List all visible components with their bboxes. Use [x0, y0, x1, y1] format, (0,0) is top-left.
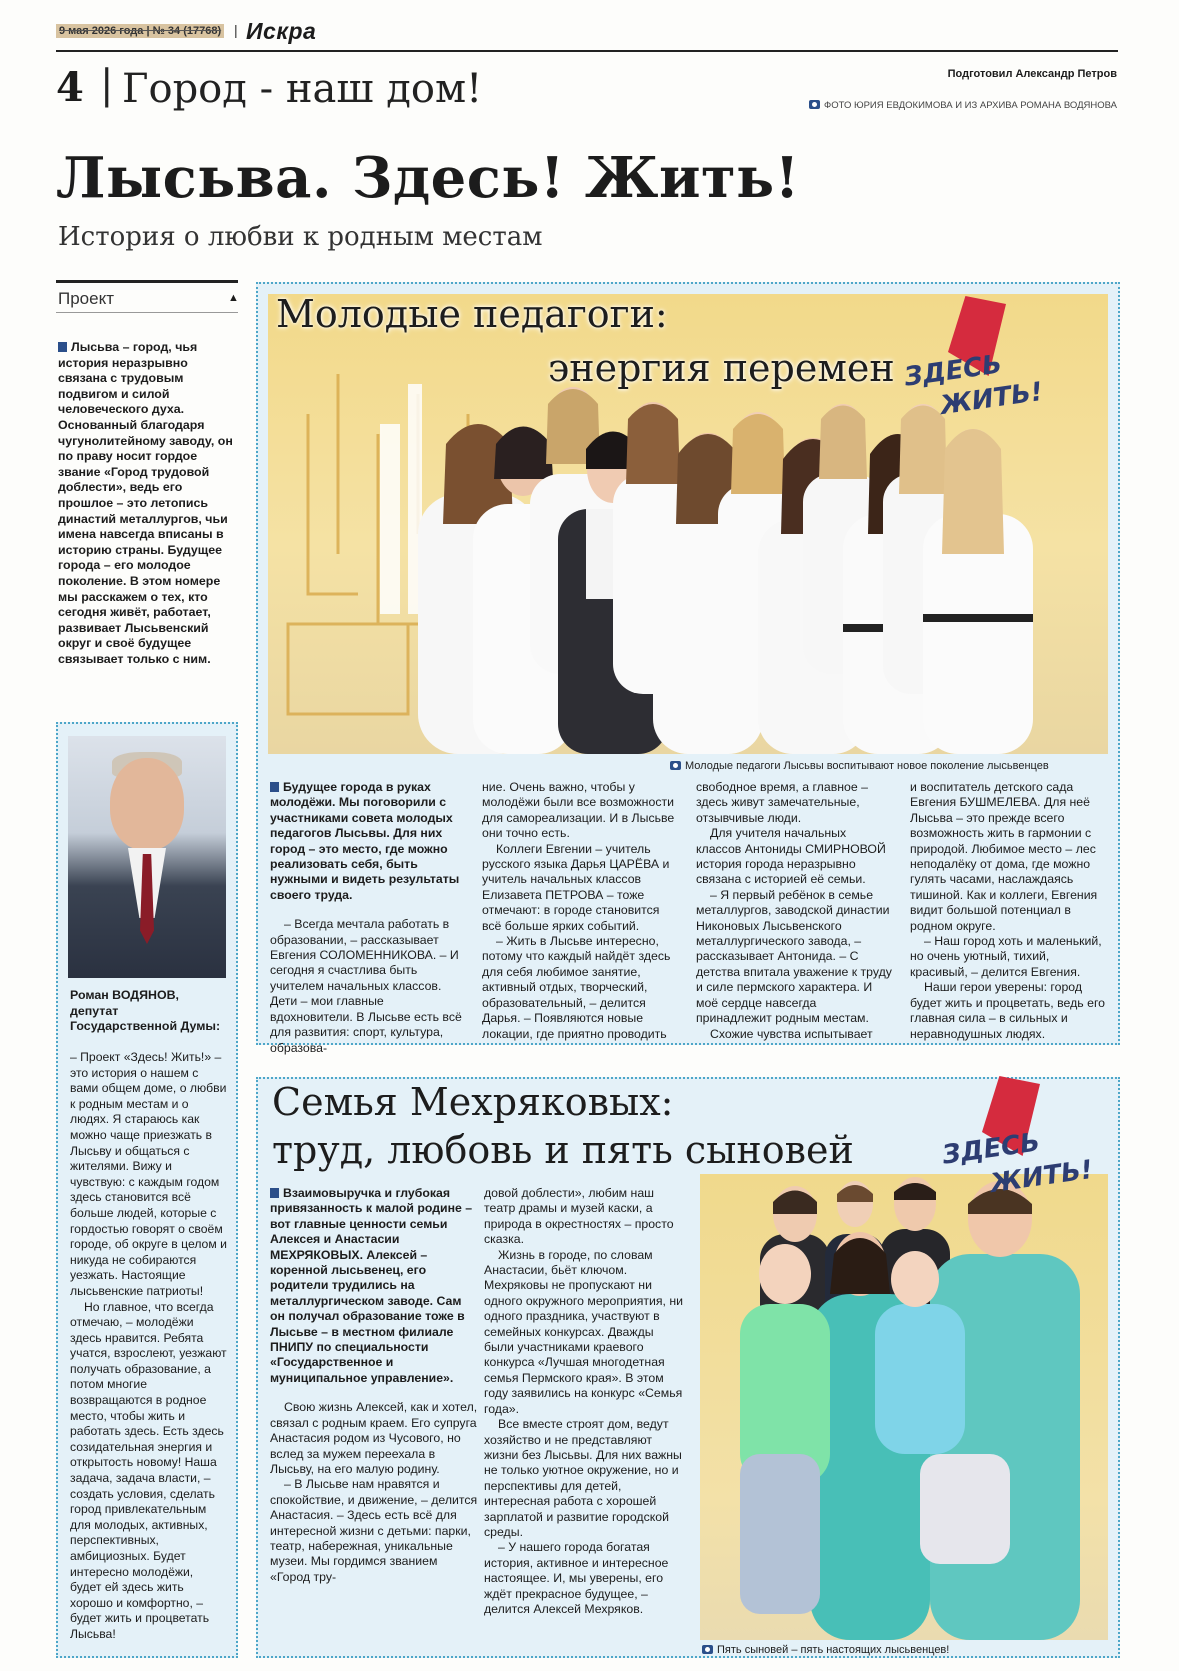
- paper-logo: Искра: [246, 18, 317, 44]
- family-col2-text3: Все вместе строят дом, ведут хозяйство и не представляют жизни без Лысьвы. Для них важны не только уютное окружение, но и перспективы для детей, интересная работа с хорошей зарплатой и развитие городской среды.: [484, 1417, 682, 1539]
- author-credit: Подготовил Александр Петров: [947, 68, 1117, 80]
- teachers-column-4: [910, 780, 1106, 1042]
- camera-icon: [809, 100, 820, 109]
- top-rule: [56, 50, 1118, 52]
- family-col1-text2: – В Лысьве нам нравятся и спокойствие, и движение, – делится Анастасия. – Здесь есть всё для интересной жизни с детьми: парки, театр, набережная, уникальные музеи. Мы гордимся званием «Город тру-: [270, 1477, 478, 1584]
- teachers-col3-text2: Для учителя начальных классов Антониды СМИРНОВОЙ история города неразрывно связана с историей её семьи.: [696, 826, 886, 887]
- project-divider: [56, 312, 238, 313]
- teachers-col4-text1: и воспитатель детского сада Евгения БУШМЕЛЕВА. Для неё Лысьва – это прежде всего возможность жить в гармонии с природой. Любимое место – лес неподалёку от дома, где можно гулять часами, наслаждаясь тишиной. Как и коллеги, Евгения видит большой потенциал в родном округе.: [910, 780, 1098, 933]
- logo-line2: ЖИТЬ!: [938, 376, 1045, 422]
- camera-icon: [702, 1645, 713, 1654]
- section-title: Город - наш дом!: [122, 66, 483, 112]
- page-headline: Лысьва. Здесь! Жить!: [56, 145, 800, 211]
- teachers-col3-text3: – Я первый ребёнок в семье металлургов, заводской династии Никоновых Лысьвенского металлургического завода, – рассказывает Антонида. – С детства впитала уважение к труду и силе пермского характера. И моё сердце навсегда принадлежит родным местам.: [696, 887, 892, 1026]
- family-photo: [700, 1174, 1108, 1640]
- deputy-quote: [70, 1050, 228, 1643]
- teachers-column-1: [270, 780, 468, 1056]
- page-number-separator: |: [100, 62, 114, 108]
- family-title-line2: труд, любовь и пять сыновей: [272, 1128, 854, 1172]
- family-title-line1: Семья Мехряковых:: [272, 1080, 674, 1124]
- teachers-col2-text3: – Жить в Лысьве интересно, потому что каждый найдёт здесь для себя любимое занятие, активный отдых, творческий, образовательный, – делится Дарья. – Появляются новые локации, где приятно проводить: [482, 934, 671, 1041]
- teachers-title-line1: Молодые педагоги:: [276, 292, 668, 336]
- bullet-icon: [58, 342, 67, 352]
- teachers-caption-text: Молодые педагоги Лысьвы воспитывают новое поколение лысьвенцев: [685, 760, 1049, 772]
- page-subheadline: История о любви к родным местам: [58, 222, 543, 252]
- teachers-col1-text: – Всегда мечтала работать в образовании, – рассказывает Евгения СОЛОМЕННИКОВА. – И сегодня я счастлива быть учителем начальных классов. Дети – мои главные вдохновители. В Лысьве есть всё для развития: спорт, культура, образова-: [270, 917, 462, 1055]
- logo-line1: ЗДЕСЬ: [902, 349, 1004, 393]
- project-label: Проект: [58, 289, 114, 308]
- project-rule: [56, 280, 238, 283]
- photo-credit: [809, 100, 1117, 111]
- masthead: [56, 18, 1116, 48]
- teachers-col4-text3: Наши герои уверены: город будет жить и процветать, ведь его главная сила – в сильных и неравнодушных людях.: [910, 980, 1105, 1041]
- bullet-icon: [270, 782, 279, 792]
- masthead-separator: |: [234, 22, 238, 38]
- teachers-lead: [270, 780, 468, 903]
- teachers-column-3: [696, 780, 894, 1042]
- zdes-zhit-logo: [902, 296, 1045, 426]
- deputy-quote-p1: – Проект «Здесь! Жить!» – это история о нашем с вами общем доме, о любви к родным местам и о людях. Я стараюсь как можно чаще приезжать в Лысьву и общаться с жителями. Вижу и чувствую: с каждым годом здесь становится всё больше людей, которые с гордостью говорят о своём городе, об округе в целом и никуда не собираются уезжать. Настоящие лысьвенские патриоты!: [70, 1050, 227, 1298]
- family-caption-text: Пять сыновей – пять настоящих лысьвенцев!: [717, 1644, 950, 1656]
- bullet-icon: [270, 1188, 279, 1198]
- teachers-col2-text1: ние. Очень важно, чтобы у молодёжи были все возможности для самореализации. И в Лысьве они точно есть.: [482, 780, 675, 841]
- issue-date: 9 мая 2026 года | № 34 (17768): [56, 24, 224, 38]
- family-col2-text2: Жизнь в городе, по словам Анастасии, бьёт ключом. Мехряковы не пропускают ни одного окружного мероприятия, ни одного праздника, участвуют в семейных конкурсах. Дважды были участниками краевого конкурса «Лучшая многодетная семья Пермского края». В этом году заявились на конкурс «Семья года».: [484, 1247, 684, 1416]
- project-intro: [58, 340, 238, 667]
- family-column-2: [484, 1186, 684, 1617]
- family-col1-text1: Свою жизнь Алексей, как и хотел, связал с родным краем. Его супруга Анастасия родом из Чусового, но вслед за мужем переехала в Лысьву, на его малую родину.: [270, 1400, 478, 1476]
- teachers-column-2: [482, 780, 680, 1042]
- teachers-col2-text2: Коллеги Евгении – учитель русского языка Дарья ЦАРЁВА и учитель начальных классов Елизавета ПЕТРОВА – тоже отмечают: в городе становится всё больше ярких событий.: [482, 841, 670, 933]
- family-lead: [270, 1186, 478, 1386]
- project-intro-text: Лысьва – город, чья история неразрывно связана с трудовым подвигом и силой человеческого духа. Основанный благодаря чугунолитейному заводу, он по праву носит гордое звание «Город трудовой доблести», ведь его прошлое – это летопись династий металлургов, чьи имена навсегда вписаны в историю страны. Будущее города – его молодое поколение. В этом номере мы расскажем о тех, кто сегодня живёт, работает, развивает Лысьвенский округ и своё будущее связывает только с ним.: [58, 340, 233, 666]
- teachers-col4-text2: – Наш город хоть и маленький, но очень уютный, тихий, красивый, – делится Евгения.: [910, 934, 1102, 979]
- teachers-col3-text1: свободное время, а главное – здесь живут замечательные, отзывчивые люди.: [696, 780, 868, 825]
- triangle-up-icon: ▲: [228, 292, 239, 304]
- teachers-lead-text: Будущее города в руках молодёжи. Мы поговорили с участниками совета молодых педагогов Лысьвы. Для них город – это место, где можно реализовать себя, быть нужными и видеть результаты своего труда.: [270, 780, 460, 902]
- camera-icon: [670, 761, 681, 770]
- deputy-quote-p2: Но главное, что всегда отмечаю, – молодёжи здесь нравится. Ребята учатся, взрослеют, уезжают получать образование, а потом многие возвращаются в родное место, чтобы жить и работать здесь. Есть здесь созидательная энергия и открытость новому! Наша задача, задача власти, – создать условия, сделать город привлекательным для молодых, активных, перспективных, амбициозных. Будет интересно молодёжи, будет ей здесь жить хорошо и комфортно, – будет жить и процветать Лысьва!: [70, 1299, 227, 1641]
- family-lead-text: Взаимовыручка и глубокая привязанность к малой родине – вот главные ценности семьи Алексея и Анастасии МЕХРЯКОВЫХ. Алексей – коренной лысьвенец, его родители трудились на металлургическом заводе. Сам он получал образование тоже в Лысьве – в местном филиале ПНИПУ по специальности «Государственное и муниципальное управление».: [270, 1186, 473, 1385]
- family-col2-text1: довой доблести», любим наш театр драмы и музей каски, а природа в окрестностях – просто сказка.: [484, 1186, 674, 1247]
- page-number: 4: [56, 64, 84, 111]
- teachers-title-line2: энергия перемен: [548, 346, 895, 390]
- deputy-name: Роман ВОДЯНОВ, депутат Государственной Думы:: [70, 988, 221, 1033]
- family-column-1: [270, 1186, 478, 1585]
- photo-credit-text: ФОТО ЮРИЯ ЕВДОКИМОВА И ИЗ АРХИВА РОМАНА ВОДЯНОВА: [823, 100, 1117, 111]
- teachers-photo-caption: [670, 760, 1049, 772]
- zdes-zhit-logo: [940, 1076, 1095, 1206]
- logo-line2: ЖИТЬ!: [988, 1154, 1095, 1200]
- family-col2-text4: – У нашего города богатая история, активное и интересное настоящее. И, мы уверены, его ждёт прекрасное будущее, – делится Алексей Мехряков.: [484, 1540, 669, 1616]
- logo-line1: ЗДЕСЬ: [940, 1127, 1042, 1171]
- deputy-photo: [68, 736, 226, 978]
- family-photo-caption: [702, 1644, 949, 1656]
- teachers-col3-text4: Схожие чувства испытывает: [710, 1026, 873, 1041]
